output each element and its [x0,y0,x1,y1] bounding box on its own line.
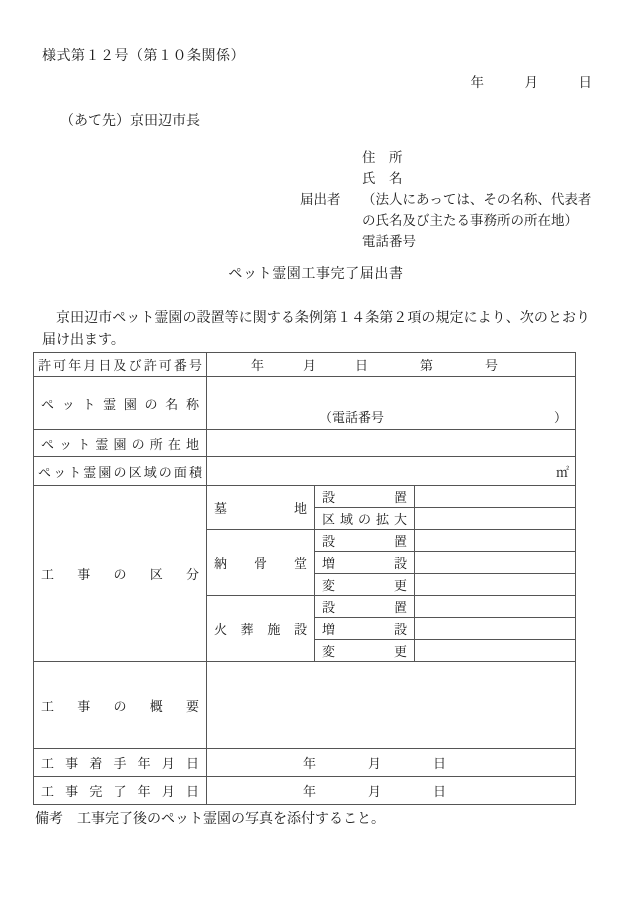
work-item-value[interactable] [415,596,576,618]
work-item-label: 変更 [315,574,415,596]
cemetery-location-value[interactable] [207,430,576,457]
document-title: ペット霊園工事完了届出書 [228,266,404,282]
work-item-value[interactable] [415,486,576,508]
addressee-line: （あて先）京田辺市長 [60,113,200,129]
work-item-value[interactable] [415,530,576,552]
permit-value[interactable]: 年 月 日 第 号 [207,353,576,377]
submitter-block [300,148,591,253]
work-item-value[interactable] [415,618,576,640]
submitter-address-label: 住 所 [362,150,403,166]
work-group-label-cemetery: 墓地 [207,486,315,530]
work-end-label: 工事完了年月日 [34,777,207,805]
submitter-corporate-row-1 [300,190,591,211]
cemetery-location-label: ペット霊園の所在地 [34,430,207,457]
work-item-value[interactable] [415,640,576,662]
work-start-label: 工事着手年月日 [34,749,207,777]
submitter-phone-label: 電話番号 [362,234,416,250]
table-row-work-end [34,777,576,805]
submitter-label: 届出者 [300,192,341,208]
cemetery-phone-line [319,407,567,426]
form-number: 様式第１２号（第１０条関係） [42,48,245,64]
work-category-label: 工事の区分 [34,486,207,662]
table-row-cemetery-name [34,377,576,430]
table-row-work-start [34,749,576,777]
table-row-work-category-1 [34,486,576,508]
work-item-label: 設置 [315,530,415,552]
cemetery-phone-close: ） [554,411,568,426]
work-item-label: 変更 [315,640,415,662]
lead-paragraph: 京田辺市ペット霊園の設置等に関する条例第１４条第２項の規定により、次のとおり届け出ます。 [42,310,590,348]
table-row-work-summary [34,662,576,749]
work-group-label-crematorium: 火葬施設 [207,596,315,662]
submitter-name-label: 氏 名 [362,171,403,187]
area-unit: ㎡ [556,465,570,481]
cemetery-area-label: ペット霊園の区域の面積 [34,457,207,486]
submission-date-line: 年 月 日 [470,75,592,91]
table-row-cemetery-location [34,430,576,457]
work-summary-label: 工事の概要 [34,662,207,749]
work-start-value[interactable]: 年 月 日 [207,749,576,777]
remarks-note: 備考 工事完了後のペット霊園の写真を添付すること。 [35,811,385,827]
cemetery-name-value[interactable] [207,377,576,430]
cemetery-phone-open: （電話番号 [319,411,385,426]
table-row-permit [34,353,576,377]
cemetery-name-label: ペット霊園の名称 [34,377,207,430]
work-item-label: 増設 [315,618,415,640]
work-group-label-ossuary: 納骨堂 [207,530,315,596]
submitter-corporate-row-2 [300,211,591,232]
submitter-name-row [300,169,591,190]
declaration-table [33,352,576,805]
work-item-label: 設置 [315,596,415,618]
submitter-corporate-note-1: （法人にあっては、その名称、代表者 [362,192,592,208]
submitter-address-row [300,148,591,169]
work-item-label: 設置 [315,486,415,508]
table-row-cemetery-area [34,457,576,486]
work-item-label: 区域の拡大 [315,508,415,530]
submitter-corporate-note-2: の氏名及び主たる事務所の所在地） [362,213,578,229]
cemetery-area-value[interactable] [207,457,576,486]
permit-label: 許可年月日及び許可番号 [34,353,207,377]
submitter-phone-row [300,232,591,253]
work-item-label: 増設 [315,552,415,574]
work-item-value[interactable] [415,552,576,574]
work-end-value[interactable]: 年 月 日 [207,777,576,805]
work-item-value[interactable] [415,574,576,596]
work-summary-value[interactable] [207,662,576,749]
work-item-value[interactable] [415,508,576,530]
